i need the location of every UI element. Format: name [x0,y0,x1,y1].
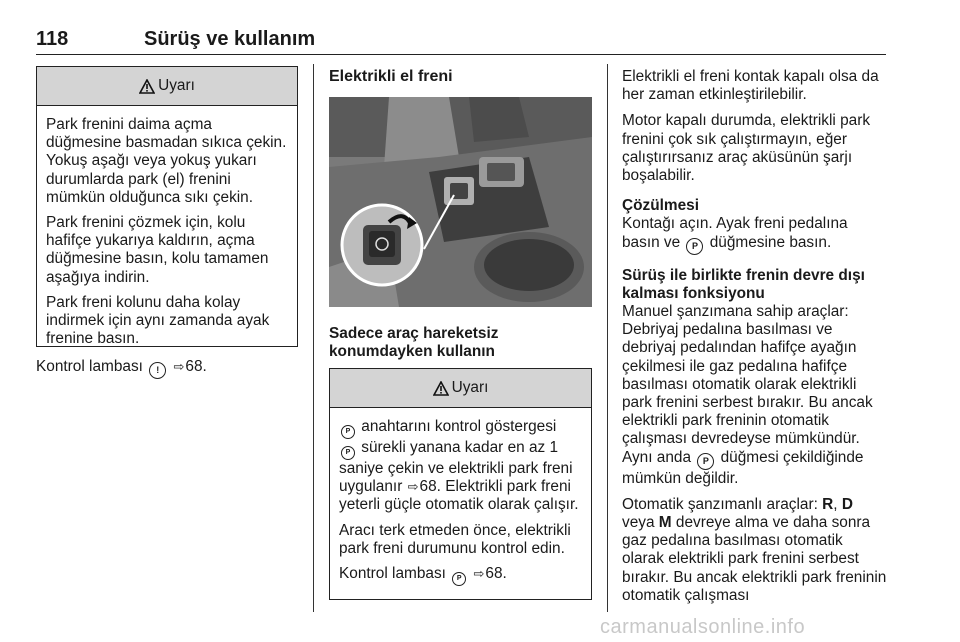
paragraph: Sürüş ile birlikte frenin devre dışı kalması fonksiyonu Manuel şanzımana sahip araçlar: Debriyaj pedalına basılması ve debriyaj pedalından hafifçe ayağın çekilmesi ile gaz pedalına hafifçe basılması otomatik olarak elektrikli park frenini serbest bırakır. Bu ancak elektrikli park freninin otomatik çalışması devredeyse mümkündür. Aynı anda P düğmesi çekildiğinde mümkün değildir. [622,266,873,487]
subheading [329,325,594,361]
parking-brake-lamp-icon: P [341,446,355,460]
paragraph: Çözülmesi Kontağı açın. Ayak freni pedalına basın ve P düğmesine basın. [622,197,888,254]
subheading-line: Sadece araç hareketsiz [329,325,499,342]
lamp-text: Kontrol lambası [36,358,143,375]
lamp-reference-left [36,358,298,379]
page-ref: 68. [185,358,207,375]
warning-triangle-icon [139,79,155,94]
parking-brake-switch-icon: P [697,453,714,470]
warning-paragraph: Park frenini çözmek için, kolu hafifçe yukarıya kaldırın, açma düğmesine basın, kolu tamamen aşağıya indirin. [46,214,269,286]
gear-m: M [658,514,672,532]
page-ref-arrow-icon: ⇨ [407,479,419,495]
warning-title: Uyarı [451,379,489,396]
page-ref-arrow-icon: ⇨ [473,566,485,582]
page-ref-arrow-icon: ⇨ [173,359,185,374]
warning-triangle-icon [433,381,449,396]
column-divider-2 [607,64,608,612]
section-heading: Elektrikli el freni [329,68,453,85]
page-header [36,28,886,55]
gear-d: D [841,495,853,513]
paragraph: Elektrikli el freni kontak kapalı olsa da her zaman etkinleştirilebilir. [622,68,879,104]
paragraph: Motor kapalı durumda, elektrikli park frenini çok sık çalıştırmayın, eğer çalıştırırsanız araç aküsünün şarjı boşalabilir. [622,112,871,185]
warning-title: Uyarı [158,77,195,94]
warning-header [37,67,297,106]
subheading-drive-away-release: Sürüş ile birlikte frenin devre dışı kalması fonksiyonu [622,266,865,302]
warning-paragraph: P anahtarını kontrol göstergesi P sürekli yanana kadar en az 1 saniye çekin ve elektrikli park freni uygulanır ⇨68. Elektrikli park freni yeterli güçle otomatik olarak çalışır. [339,418,579,514]
brake-warning-lamp-icon: ! [149,362,166,379]
parking-brake-photo [329,97,592,307]
page-number: 118 [36,28,69,50]
column-divider-1 [313,64,314,612]
warning-box-left [36,66,298,347]
subheading-release: Çözülmesi [622,197,699,215]
watermark: carmanualsonline.info [600,616,806,638]
warning-header [330,369,591,408]
parking-brake-lamp-icon: P [452,572,466,586]
gear-r: R [822,495,834,513]
paragraph: Otomatik şanzımanlı araçlar: R, D veya M devreye alma ve daha sonra gaz pedalına basılması otomatik olarak elektrikli park frenini serbest bırakır. Bu ancak elektrikli park freninin otomatik çalışması [622,495,887,604]
warning-paragraph: Aracı terk etmeden önce, elektrikli park freni durumunu kontrol edin. [339,521,571,557]
parking-brake-switch-icon: P [686,238,703,255]
running-title: Sürüş ve kullanım [144,28,316,50]
warning-body [37,106,297,348]
warning-paragraph: Kontrol lambası P ⇨68. [339,565,582,586]
subheading-line: konumdayken kullanın [329,343,495,361]
parking-brake-switch-icon: P [341,425,355,439]
warning-box-middle [329,368,592,600]
warning-body [330,408,591,586]
warning-paragraph: Park freni kolunu daha kolay indirmek için aynı zamanda ayak frenine basın. [46,293,270,348]
warning-paragraph: Park frenini daima açma düğmesine basmadan sıkıca çekin. Yokuş aşağı veya yokuş yukarı durumlarda park (el) frenini mümkün olduğunca sıkı çekin. [46,116,287,206]
right-column [622,68,888,613]
